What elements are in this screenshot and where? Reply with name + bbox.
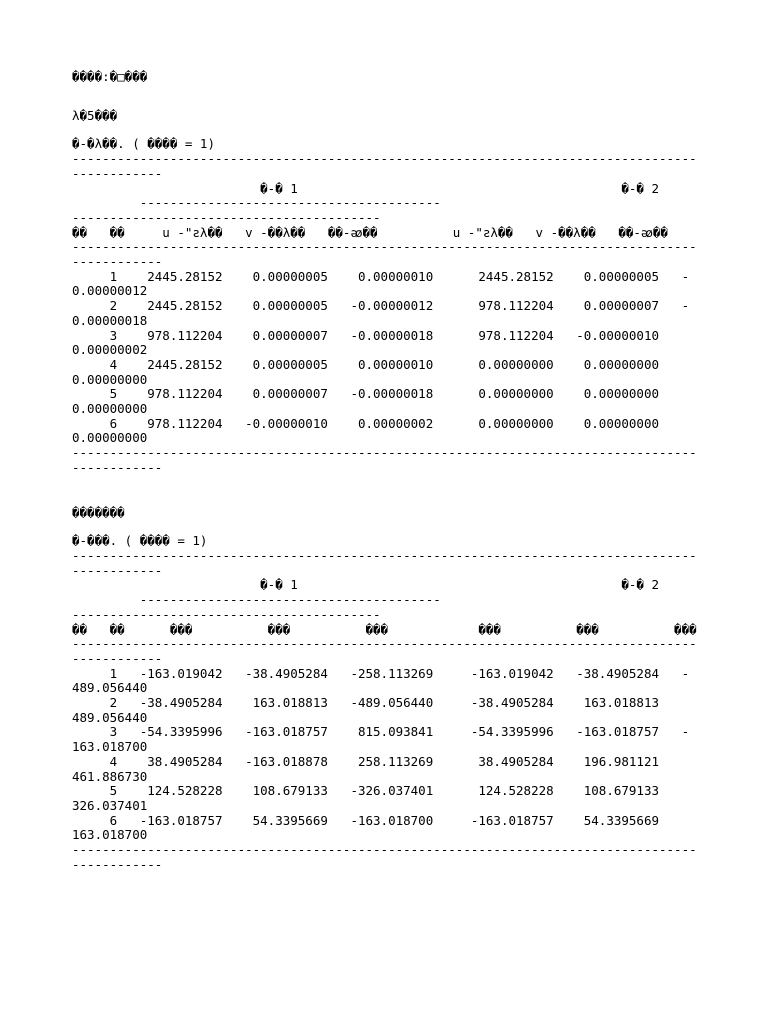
spacer: [72, 123, 702, 137]
text-line: ----------------------------------------: [72, 195, 441, 211]
text-line: 5 124.528228 108.679133 -326.037401 124.528228 108.679133: [72, 783, 659, 799]
text-line: -----------------------------------------------------------------------------------: [72, 547, 697, 563]
spacer: [72, 476, 702, 506]
text-line: ------------: [72, 459, 163, 475]
document-page: [72, 70, 702, 872]
text-line: 0.00000018: [72, 312, 148, 328]
text-line: 6 -163.018757 54.3395669 -163.018700 -163.018757 54.3395669: [72, 812, 659, 828]
text-line: ------------: [72, 650, 163, 666]
text-line: -----------------------------------------: [72, 209, 381, 225]
text-line: �-� 1 �-� 2: [72, 180, 659, 196]
text-line: 0.00000000: [72, 401, 148, 417]
text-line: 0.00000000: [72, 430, 148, 446]
text-line: 461.886730: [72, 768, 148, 784]
text-line: 4 38.4905284 -163.018878 258.113269 38.4905284 196.981121: [72, 753, 659, 769]
text-line: -----------------------------------------------------------------------------------: [72, 239, 697, 255]
text-line: 0.00000012: [72, 283, 148, 299]
text-line: ------------: [72, 254, 163, 270]
text-line: ------------: [72, 856, 163, 872]
text-line: 1 -163.019042 -38.4905284 -258.113269 -163.019042 -38.4905284 -: [72, 665, 690, 681]
text-line: 326.037401: [72, 797, 148, 813]
text-line: -----------------------------------------------------------------------------------: [72, 445, 697, 461]
text-line: �-�λ��. ( ���� = 1): [72, 136, 215, 152]
text-line: �-� 1 �-� 2: [72, 577, 659, 593]
text-line: 2 2445.28152 0.00000005 -0.00000012 978.112204 0.00000007 -: [72, 298, 690, 314]
text-line: �� �� u -"ƨλ�� v -��λ�� ��-ꭁ�� u -"ƨλ�� v -��λ�� ��-ꭁ��: [72, 224, 668, 240]
text-line: 6 978.112204 -0.00000010 0.00000002 0.00000000 0.00000000: [72, 415, 659, 431]
text-line: 163.018700: [72, 827, 148, 843]
text-line: 1 2445.28152 0.00000005 0.00000010 2445.28152 0.00000005 -: [72, 268, 690, 284]
section2-table: [72, 534, 702, 872]
text-line: -----------------------------------------------------------------------------------: [72, 151, 697, 167]
document-header: ����:�□���: [72, 69, 148, 84]
text-line: 5 978.112204 0.00000007 -0.00000018 0.00000000 0.00000000: [72, 386, 659, 402]
section1-table: [72, 137, 702, 475]
text-line: -----------------------------------------------------------------------------------: [72, 842, 697, 858]
text-line: �� �� ��� ��� ��� ��� ��� ���: [72, 621, 697, 637]
text-line: �-���. ( ���� = 1): [72, 533, 208, 549]
section2-heading: �������: [72, 504, 125, 520]
text-line: 0.00000002: [72, 342, 148, 358]
spacer: [72, 520, 702, 534]
text-line: ------------: [72, 165, 163, 181]
text-line: 3 978.112204 0.00000007 -0.00000018 978.112204 -0.00000010: [72, 327, 659, 343]
text-line: 2 -38.4905284 163.018813 -489.056440 -38.4905284 163.018813: [72, 695, 659, 711]
text-line: 4 2445.28152 0.00000005 0.00000010 0.00000000 0.00000000: [72, 356, 659, 372]
text-line: ------------: [72, 562, 163, 578]
text-line: -----------------------------------------------------------------------------------: [72, 636, 697, 652]
text-line: 489.056440: [72, 709, 148, 725]
text-line: ----------------------------------------: [72, 592, 441, 608]
text-line: 3 -54.3395996 -163.018757 815.093841 -54.3395996 -163.018757 -: [72, 724, 690, 740]
text-line: 489.056440: [72, 680, 148, 696]
section1-heading: λ�5���: [72, 107, 118, 123]
spacer: [72, 85, 702, 109]
text-line: -----------------------------------------: [72, 606, 381, 622]
text-line: 0.00000000: [72, 371, 148, 387]
text-line: 163.018700: [72, 739, 148, 755]
